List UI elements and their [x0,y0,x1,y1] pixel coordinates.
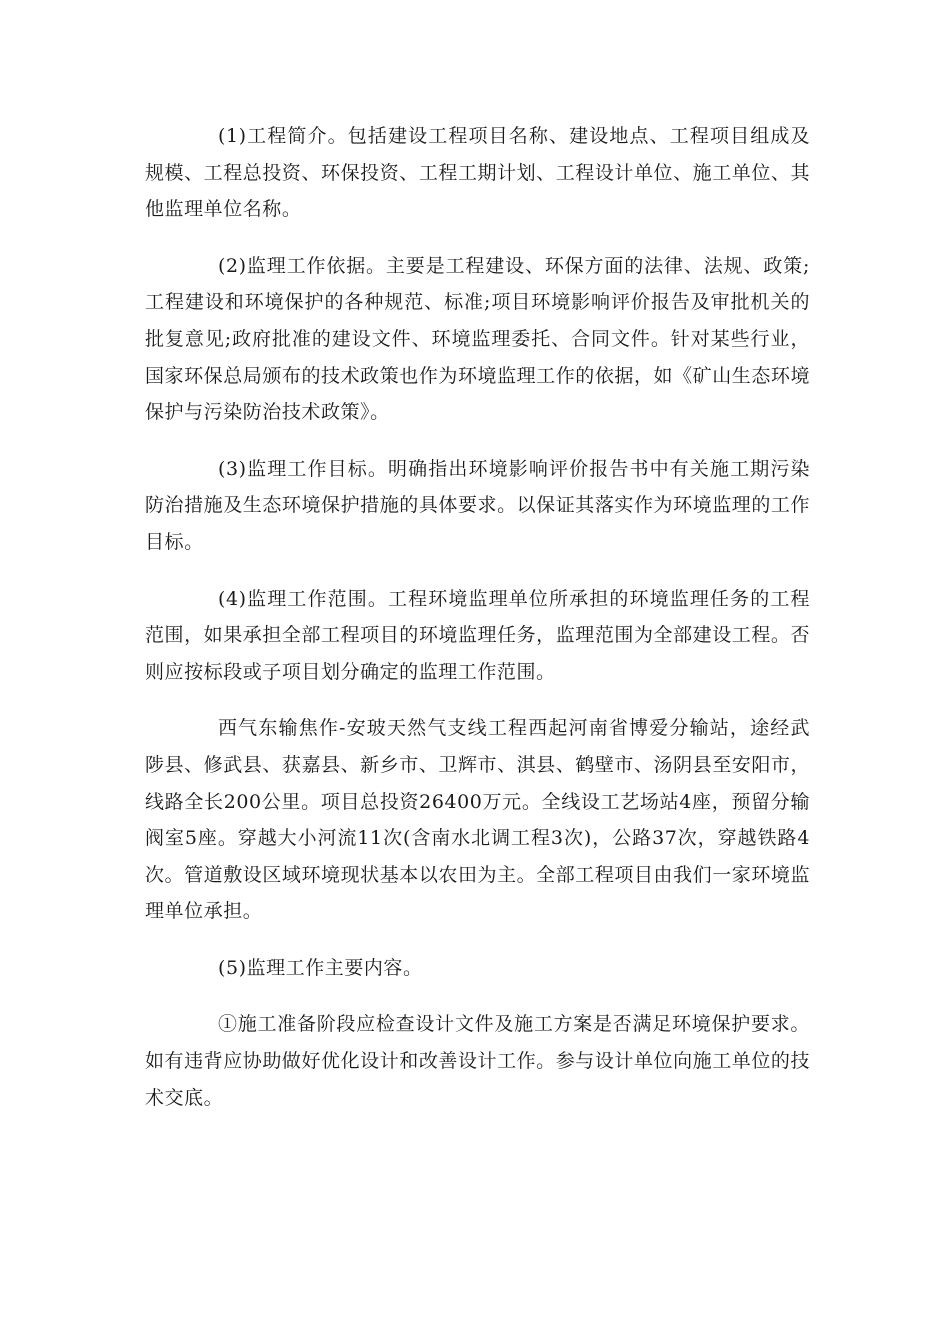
paragraph-pipeline-case: 西气东输焦作-安玻天然气支线工程西起河南省博爱分输站，途经武陟县、修武县、获嘉县、新乡市、卫辉市、淇县、鹤壁市、汤阴县至安阳市，线路全长200公里。项目总投资26400万元。全线设工艺场站4座，预留分输阀室5座。穿越大小河流11次(含南水北调工程3次)，公路37次，穿越铁路4次。管道敷设区域环境现状基本以农田为主。全部工程项目由我们一家环境监理单位承担。 [145,717,810,923]
paragraph-supervision-scope: (4)监理工作范围。工程环境监理单位所承担的环境监理任务的工程范围，如果承担全部工程项目的环境监理任务，监理范围为全部建设工程。否则应按标段或子项目划分确定的监理工作范围。 [145,587,810,683]
paragraph-supervision-basis: (2)监理工作依据。主要是工程建设、环保方面的法律、法规、政策;工程建设和环境保护的各种规范、标准;项目环境影响评价报告及审批机关的批复意见;政府批准的建设文件、环境监理委托、合同文件。针对某些行业，国家环保总局颁布的技术政策也作为环境监理工作的依据，如《矿山生态环境保护与污染防治技术政策》。 [145,254,810,424]
paragraph-supervision-goal: (3)监理工作目标。明确指出环境影响评价报告书中有关施工期污染防治措施及生态环境保护措施的具体要求。以保证其落实作为环境监理的工作目标。 [145,457,810,553]
document-page [145,118,810,1136]
paragraph-project-overview: (1)工程简介。包括建设工程项目名称、建设地点、工程项目组成及规模、工程总投资、环保投资、工程工期计划、工程设计单位、施工单位、其他监理单位名称。 [145,125,810,221]
paragraph-preparation-stage: ①施工准备阶段应检查设计文件及施工方案是否满足环境保护要求。如有违背应协助做好优化设计和改善设计工作。参与设计单位向施工单位的技术交底。 [145,1013,810,1109]
paragraph-main-content-heading: (5)监理工作主要内容。 [218,956,423,979]
